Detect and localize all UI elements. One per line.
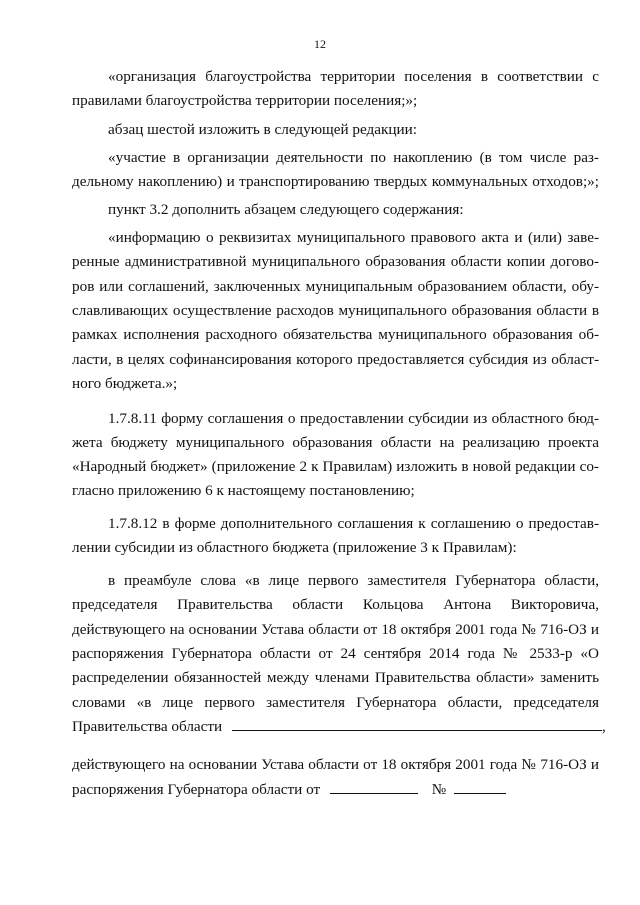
text-line: распоряжения Губернатора области от 24 сентября 2014 года № 2533-р «О — [72, 645, 599, 662]
text-line: словами «в лице первого заместителя Губернатора области, председателя — [72, 694, 599, 711]
fill-in-blank — [330, 779, 418, 794]
text-line: распределении обязанностей между членами Правительства области» заменить — [72, 669, 599, 686]
text-line: абзац шестой изложить в следующей редакции: — [108, 121, 417, 138]
text-line: председателя Правительства области Кольцова Антона Викторовича, — [72, 596, 599, 613]
text-line: 1.7.8.12 в форме дополнительного соглашения к соглашению о предостав- — [108, 515, 599, 532]
text-line: 1.7.8.11 форму соглашения о предоставлении субсидии из областного бюд- — [108, 410, 599, 427]
text-line: действующего на основании Устава области от 18 октября 2001 года № 716-ОЗ и — [72, 756, 599, 773]
text-line: славливающих осуществление расходов муниципального образования области в — [72, 302, 599, 319]
fill-in-blank — [232, 716, 602, 731]
text-line: правилами благоустройства территории поселения;»; — [72, 92, 418, 109]
fill-in-blank — [454, 779, 506, 794]
text-line: пункт 3.2 дополнить абзацем следующего содержания: — [108, 201, 464, 218]
text-line: в преамбуле слова «в лице первого заместителя Губернатора области, — [108, 572, 599, 589]
text-line: «организация благоустройства территории поселения в соответствии с — [108, 68, 599, 85]
text-line: действующего на основании Устава области от 18 октября 2001 года № 716-ОЗ и — [72, 621, 599, 638]
text-line-with-blank — [72, 779, 599, 801]
text-line: лении субсидии из областного бюджета (приложение 3 к Правилам): — [72, 539, 517, 556]
text-line: ласти, в целях софинансирования которого предоставляется субсидия из област- — [72, 351, 599, 368]
text-line: рамках исполнения расходного обязательства муниципального образования об- — [72, 326, 599, 343]
text-fragment: распоряжения Губернатора области от — [72, 781, 321, 798]
text-line: дельному накоплению) и транспортированию твердых коммунальных отходов;»; — [72, 173, 599, 190]
text-line: ренные административной муниципального образования области копии догово- — [72, 253, 599, 270]
text-line: гласно приложению 6 к настоящему постановлению; — [72, 482, 415, 499]
text-line: «Народный бюджет» (приложение 2 к Правилам) изложить в новой редакции со- — [72, 458, 599, 475]
page-number: 12 — [314, 37, 326, 51]
text-fragment: , — [601, 718, 606, 735]
text-line: жета бюджету муниципального образования области на реализацию проекта — [72, 434, 599, 451]
text-line: ров или соглашений, заключенных муниципальным образованием области, обу- — [72, 278, 599, 295]
text-fragment: № — [431, 781, 447, 798]
text-line: «участие в организации деятельности по накоплению (в том числе раз- — [108, 149, 599, 166]
text-line-with-blank — [72, 716, 606, 738]
text-line: «информацию о реквизитах муниципального правового акта и (или) заве- — [108, 229, 599, 246]
text-fragment: Правительства области — [72, 718, 223, 735]
text-line: ного бюджета.»; — [72, 375, 178, 392]
